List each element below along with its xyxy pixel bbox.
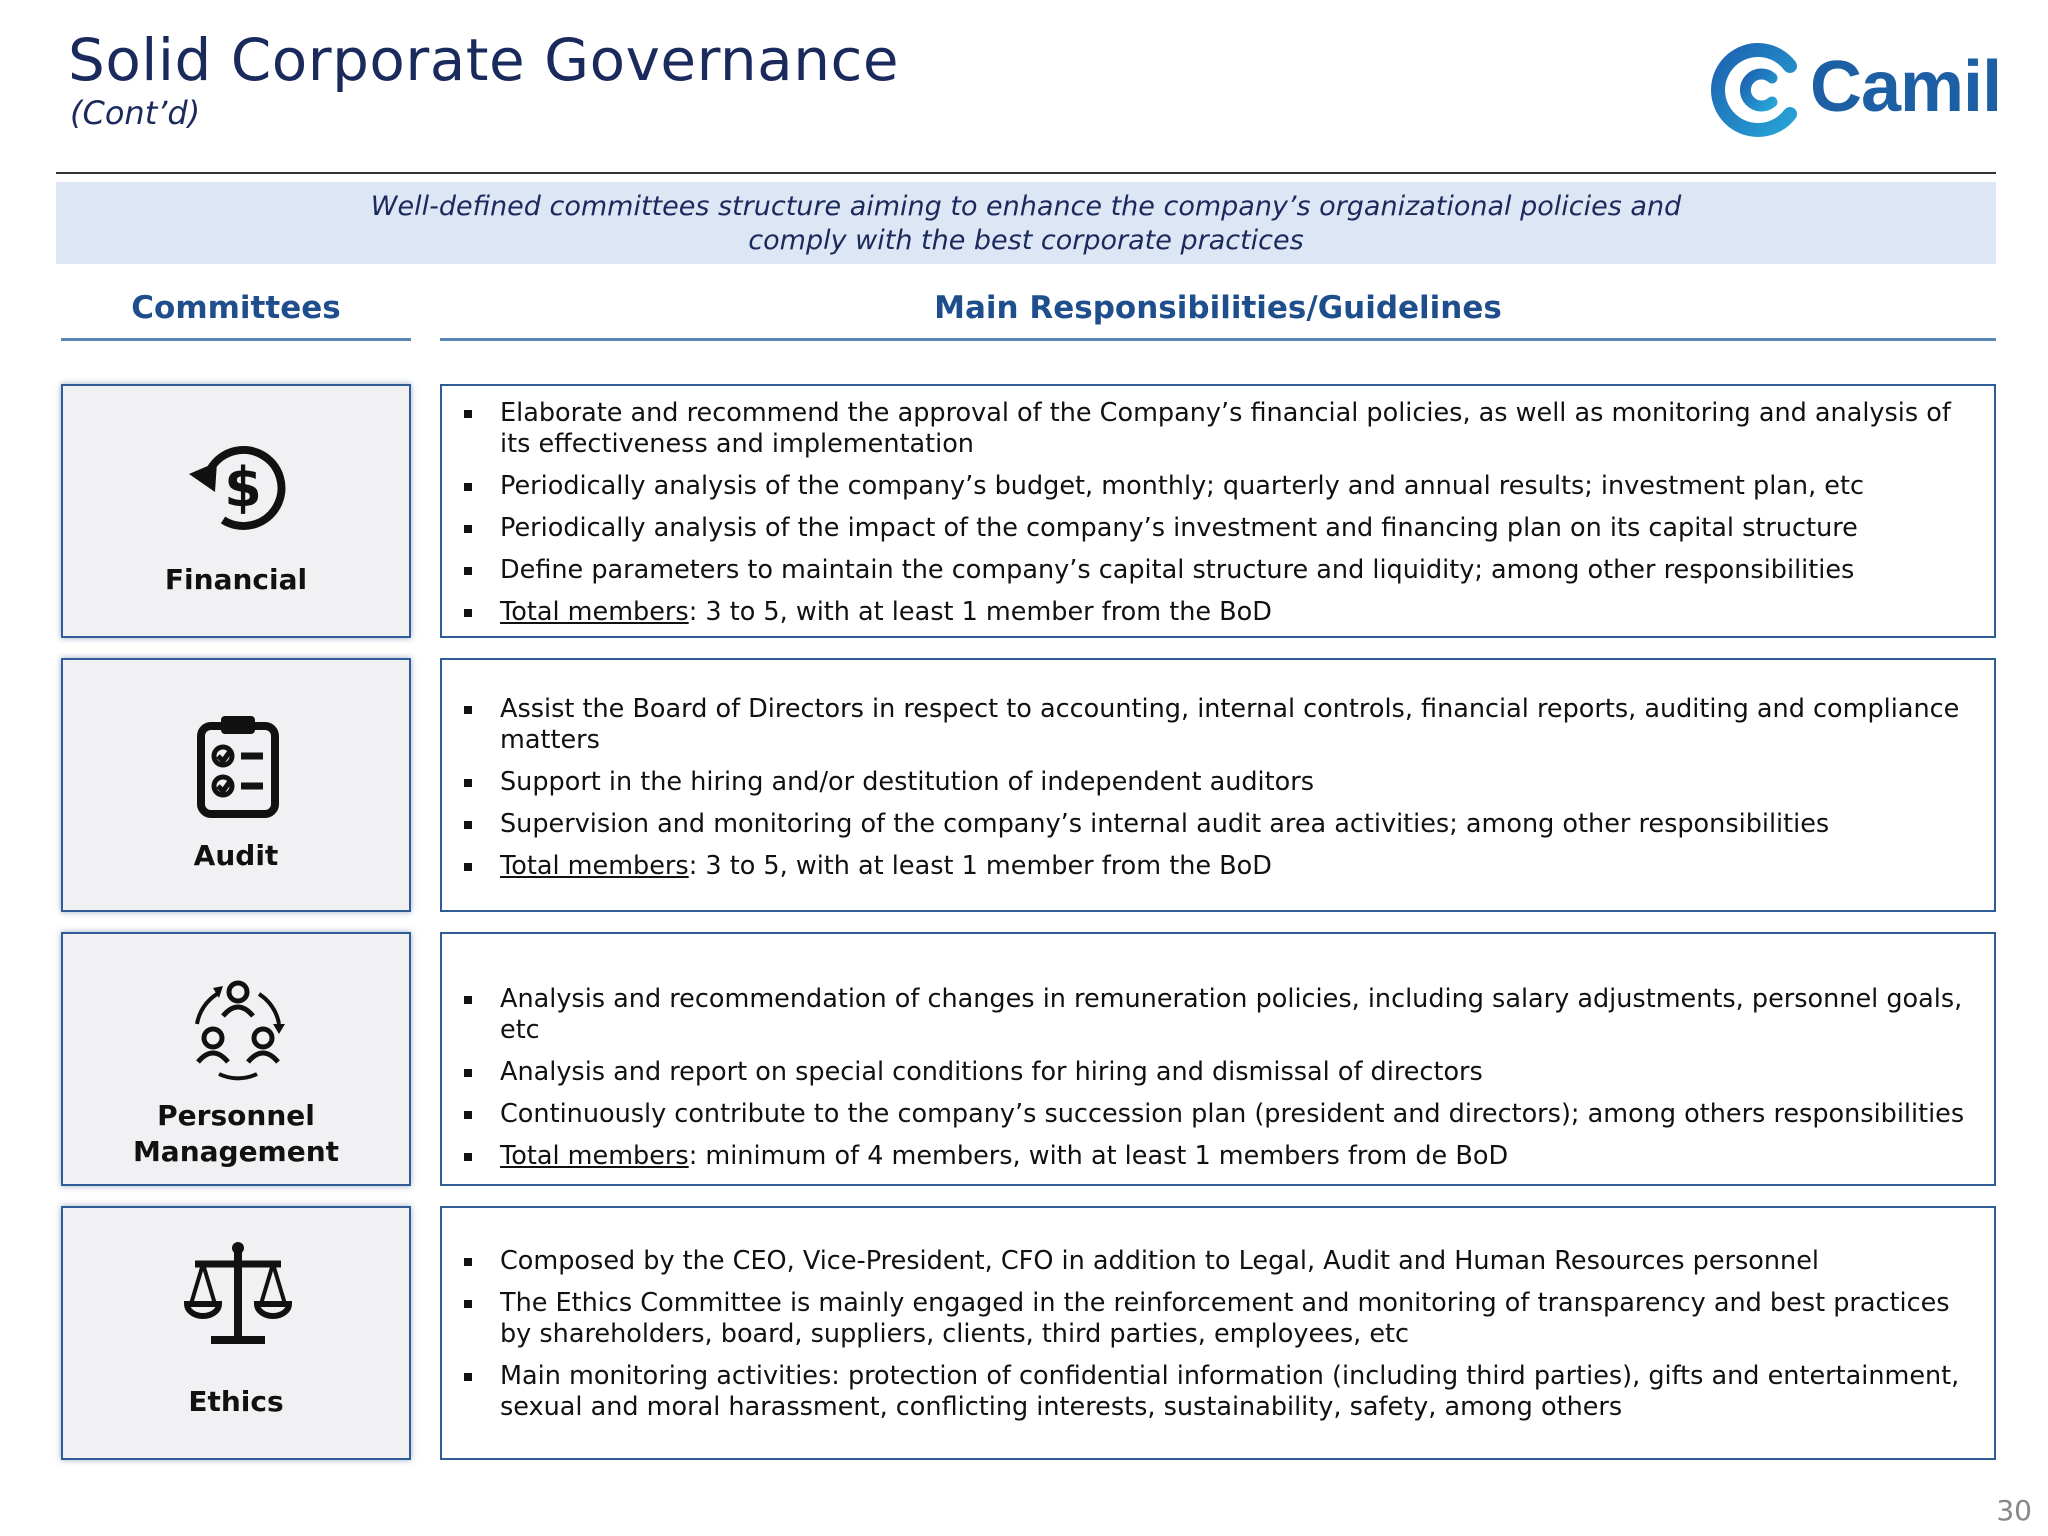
committee-card-financial — [61, 384, 411, 638]
svg-text:$: $ — [224, 456, 262, 519]
responsibilities-box-personnel-management — [440, 932, 1996, 1186]
responsibilities-heading-rule — [440, 338, 1996, 341]
responsibility-list — [462, 1246, 1976, 1423]
logo-text: Camil — [1810, 47, 2002, 127]
list-item: Define parameters to maintain the company’s capital structure and liquidity; among other responsibilities — [462, 555, 1976, 586]
committee-name: Financial — [164, 563, 308, 596]
committee-card-audit — [61, 658, 411, 912]
page-subtitle: (Cont’d) — [70, 94, 201, 132]
committee-name-line-1: Personnel — [157, 1099, 315, 1132]
responsibility-list — [462, 984, 1976, 1172]
header-divider — [56, 172, 1996, 174]
committee-card-ethics — [61, 1206, 411, 1460]
banner-line-1: Well-defined committees structure aiming to enhance the company’s organizational policies and — [370, 191, 1682, 222]
summary-banner — [56, 182, 1996, 264]
responsibilities-box-ethics — [440, 1206, 1996, 1460]
clipboard-checklist-icon — [183, 710, 293, 820]
list-item: Analysis and report on special conditions for hiring and dismissal of directors — [462, 1057, 1976, 1088]
list-item: Total members: 3 to 5, with at least 1 member from the BoD — [462, 851, 1976, 882]
people-cycle-icon — [183, 974, 293, 1084]
list-item: Continuously contribute to the company’s succession plan (president and directors); among others responsibilities — [462, 1099, 1976, 1130]
list-item: Support in the hiring and/or destitution of independent auditors — [462, 767, 1976, 798]
responsibility-list — [462, 398, 1976, 628]
company-logo — [1710, 42, 2002, 142]
responsibilities-heading: Main Responsibilities/Guidelines — [934, 290, 1502, 326]
list-item: Supervision and monitoring of the company’s internal audit area activities; among other responsibilities — [462, 809, 1976, 840]
camil-logo-icon — [1710, 42, 1806, 138]
list-item: Analysis and recommendation of changes in remuneration policies, including salary adjustments, personnel goals, etc — [462, 984, 1976, 1046]
list-item: The Ethics Committee is mainly engaged in the reinforcement and monitoring of transparency and best practices by shareholders, board, suppliers, clients, third parties, employees, etc — [462, 1288, 1976, 1350]
responsibility-list — [462, 694, 1976, 882]
list-item: Total members: minimum of 4 members, with at least 1 members from de BoD — [462, 1141, 1976, 1172]
page-title: Solid Corporate Governance — [68, 26, 900, 94]
page-number: 30 — [1996, 1494, 2032, 1527]
responsibilities-box-financial — [440, 384, 1996, 638]
committee-name-line-2: Management — [132, 1135, 340, 1168]
list-item: Assist the Board of Directors in respect to accounting, internal controls, financial reports, auditing and compliance matters — [462, 694, 1976, 756]
committee-name: Ethics — [188, 1385, 284, 1418]
list-item: Elaborate and recommend the approval of the Company’s financial policies, as well as monitoring and analysis of its effectiveness and implementation — [462, 398, 1976, 460]
committees-heading-rule — [61, 338, 411, 341]
list-item: Main monitoring activities: protection of confidential information (including third parties), gifts and entertainment, sexual and moral harassment, conflicting interests, sustainability, safety, among others — [462, 1361, 1976, 1423]
banner-line-2: comply with the best corporate practices — [748, 225, 1304, 256]
list-item: Periodically analysis of the company’s budget, monthly; quarterly and annual results; investment plan, etc — [462, 471, 1976, 502]
list-item: Composed by the CEO, Vice-President, CFO in addition to Legal, Audit and Human Resources personnel — [462, 1246, 1976, 1277]
responsibilities-box-audit — [440, 658, 1996, 912]
balance-scale-icon — [183, 1238, 293, 1348]
committee-name: Audit — [193, 839, 279, 872]
list-item: Total members: 3 to 5, with at least 1 member from the BoD — [462, 597, 1976, 628]
dollar-cycle-icon — [183, 432, 293, 542]
list-item: Periodically analysis of the impact of the company’s investment and financing plan on its capital structure — [462, 513, 1976, 544]
committee-card-personnel-management — [61, 932, 411, 1186]
committees-heading: Committees — [131, 290, 341, 326]
